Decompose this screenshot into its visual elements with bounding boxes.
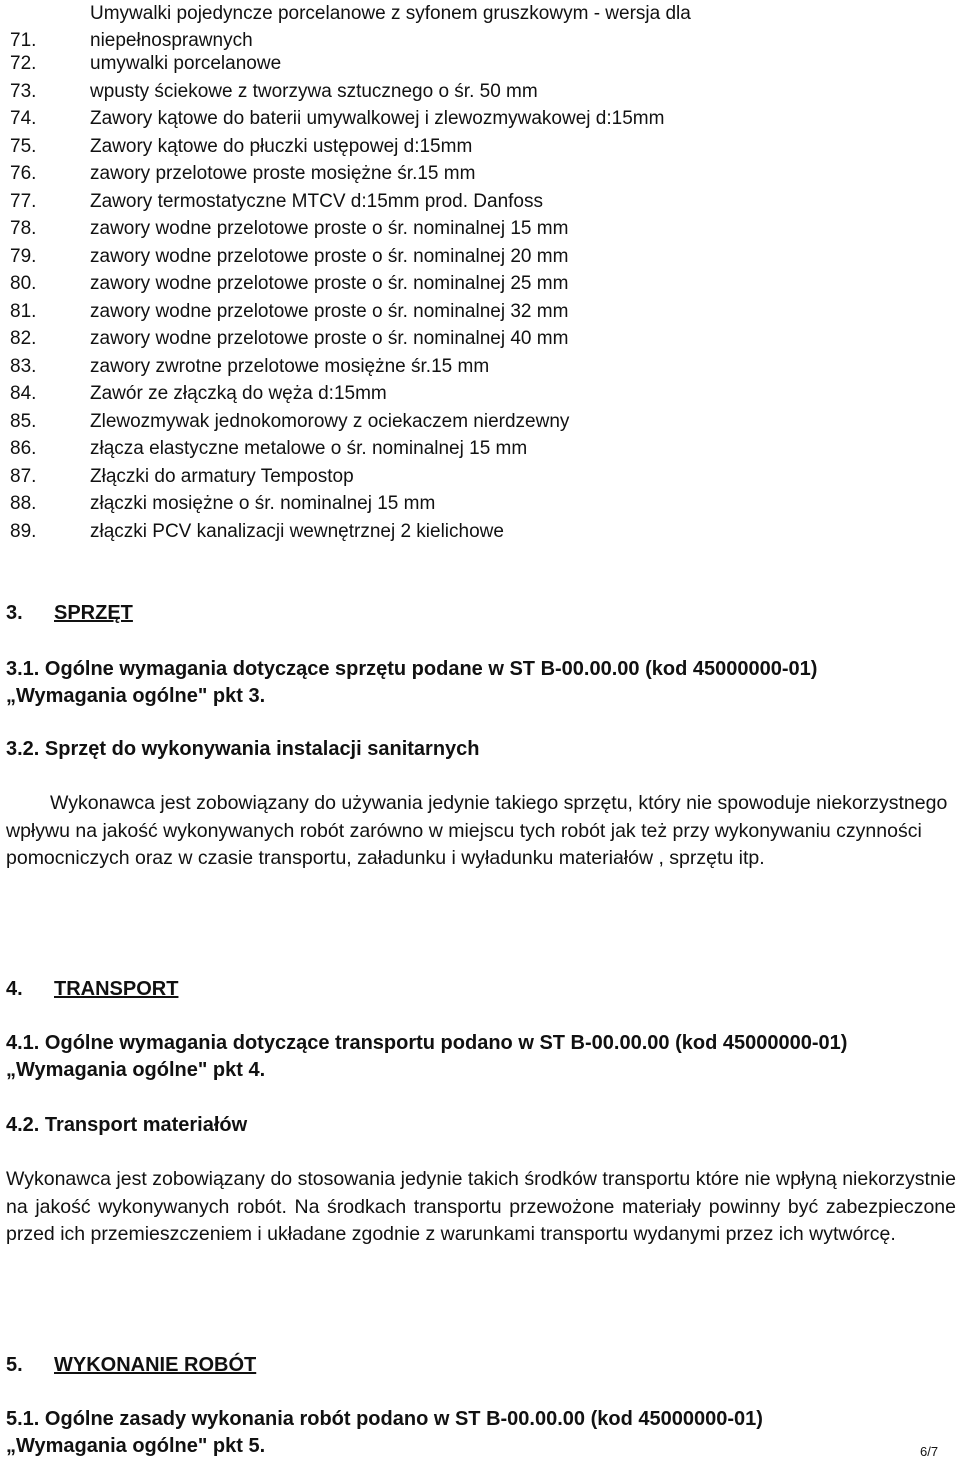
section-5-1-heading: 5.1. Ogólne zasady wykonania robót podano w ST B-00.00.00 (kod 45000000-01) „Wymagania ogólne" pkt 5.: [6, 1408, 763, 1457]
section-4-1-heading: 4.1. Ogólne wymagania dotyczące transportu podano w ST B-00.00.00 (kod 45000000-01) „Wymagania ogólne" pkt 4.: [6, 1032, 848, 1081]
section-3-1-heading: 3.1. Ogólne wymagania dotyczące sprzętu podane w ST B-00.00.00 (kod 45000000-01) „Wymagania ogólne" pkt 3.: [6, 658, 818, 707]
section-4-paragraph: Wykonawca jest zobowiązany do stosowania jedynie takich środków transportu które nie wpłyną niekorzystnie na jakość wykonywanych robót. Na środkach transportu przewożone materiały powinny być zabezpieczone przed ich przemieszczeniem i układane zgodnie z warunkami transportu wydanymi przez ich wytwórcę.: [6, 1168, 956, 1245]
section-5-heading: 5. WYKONANIE ROBÓT: [6, 1354, 257, 1376]
page-number: 6/7: [920, 1444, 939, 1459]
section-3-2-heading: 3.2. Sprzęt do wykonywania instalacji sanitarnych: [6, 738, 480, 760]
section-3-heading: 3. SPRZĘT: [6, 602, 133, 624]
section-3-paragraph: Wykonawca jest zobowiązany do używania jedynie takiego sprzętu, który nie spowoduje niekorzystnego wpływu na jakość wykonywanych robót zarówno w miejscu tych robót jak też przy wykonywaniu czynności pomocniczych oraz w czasie transportu, załadunku i wyładunku materiałów , sprzętu itp.: [6, 792, 948, 869]
section-4-heading: 4. TRANSPORT: [6, 978, 179, 1000]
item-text: Umywalki pojedyncze porcelanowe z syfonem gruszkowym - wersja dla niepełnosprawnych: [90, 3, 691, 51]
section-4-2-heading: 4.2. Transport materiałów: [6, 1114, 248, 1136]
item-number: 71.: [10, 30, 37, 51]
